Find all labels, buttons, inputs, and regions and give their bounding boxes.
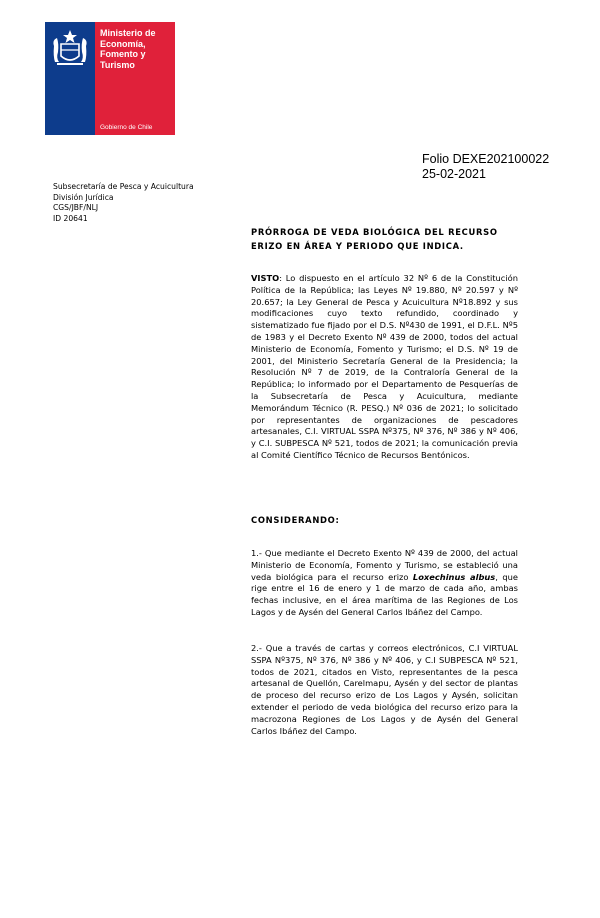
issuer-line-2: División Jurídica: [53, 192, 114, 202]
considerando-paragraph-1: [251, 548, 518, 619]
ministry-name: Ministerio de Economía, Fomento y Turismo: [100, 28, 156, 70]
logo-blue-bottom-panel: [45, 100, 95, 135]
issuer-line-1: Subsecretaría de Pesca y Acuicultura: [53, 182, 194, 191]
p1-text-before: 1.- Que mediante el Decreto Exento Nº 439 de 2000, del actual Ministerio de Economía, Fomento y Turismo, se estableció una veda biológica para el recurso erizo: [251, 548, 518, 582]
issuer-block: [53, 182, 194, 224]
considerando-heading: CONSIDERANDO:: [251, 515, 340, 525]
document-title: [251, 226, 523, 253]
title-line-1: PRÓRROGA DE VEDA BIOLÓGICA DEL RECURSO: [251, 227, 498, 237]
folio-date: 25-02-2021: [422, 167, 486, 181]
government-label: Gobierno de Chile: [100, 124, 153, 131]
title-line-2: ERIZO EN ÁREA Y PERIODO QUE INDICA.: [251, 240, 464, 251]
visto-paragraph: [251, 273, 518, 462]
p1-text-after: , que rige entre el 16 de enero y 1 de marzo de cada año, ambas fechas inclusive, en el área marítima de las Regiones de Los Lagos y de Aysén del General Carlos Ibáñez del Campo.: [251, 571, 518, 617]
visto-text: : Lo dispuesto en el artículo 32 Nº 6 de la Constitución Política de la República; las Leyes Nº 19.880, Nº 20.597 y Nº 20.657; la Ley General de Pesca y Acuicultura Nº18.892 y sus modificaciones cuyo texto refundido, coordinado y sistematizado fue fijado por el D.S. Nº430 de 1991, el D.F.L. Nº5 de 1983 y el Decreto Exento Nº 439 de 2000, todos del actual Ministerio de Economía, Fomento y Turismo; el D.S. Nº 19 de 2001, del Ministerio Secretaría General de la Presidencia; la Resolución Nº 7 de 2019, de la Contraloría General de la República; lo informado por el Departamento de Pesquerías de la Subsecretaría de Pesca y Acuicultura, mediante Memorándum Técnico (R. PESQ.) Nº 036 de 2021; lo solicitado por representantes de organizaciones de pescadores artesanales, C.I. VIRTUAL SSPA Nº375, Nº 376, Nº 386 y Nº 406, y C.I. SUBPESCA Nº 521, todos de 2021; la comunicación previa al Comité Científico Técnico de Recursos Bentónicos.: [251, 273, 518, 460]
folio-block: [422, 152, 549, 182]
issuer-line-3: CGS/JBF/NLJ: [53, 203, 99, 212]
gobierno-de-chile-logo: [45, 22, 175, 135]
coat-of-arms-icon: [49, 28, 91, 68]
species-name: Loxechinus albus: [412, 571, 496, 582]
folio-number: Folio DEXE202100022: [422, 152, 550, 166]
visto-label: VISTO: [251, 273, 280, 283]
issuer-line-4: ID 20641: [53, 213, 88, 223]
considerando-paragraph-2: 2.- Que a través de cartas y correos electrónicos, C.I VIRTUAL SSPA Nº375, Nº 376, Nº 386 y Nº 406, y C.I SUBPESCA Nº 521, todos de 2021, citados en Visto, representantes de la pesca artesanal de Quellón, Carelmapu, Aysén y del sector de plantas de proceso del recurso erizo de Los Lagos y Aysén, solicitan extender el periodo de veda biológica del recurso erizo para la macrozona Regiones de Los Lagos y de Aysén del General Carlos Ibáñez del Campo.: [251, 643, 518, 736]
